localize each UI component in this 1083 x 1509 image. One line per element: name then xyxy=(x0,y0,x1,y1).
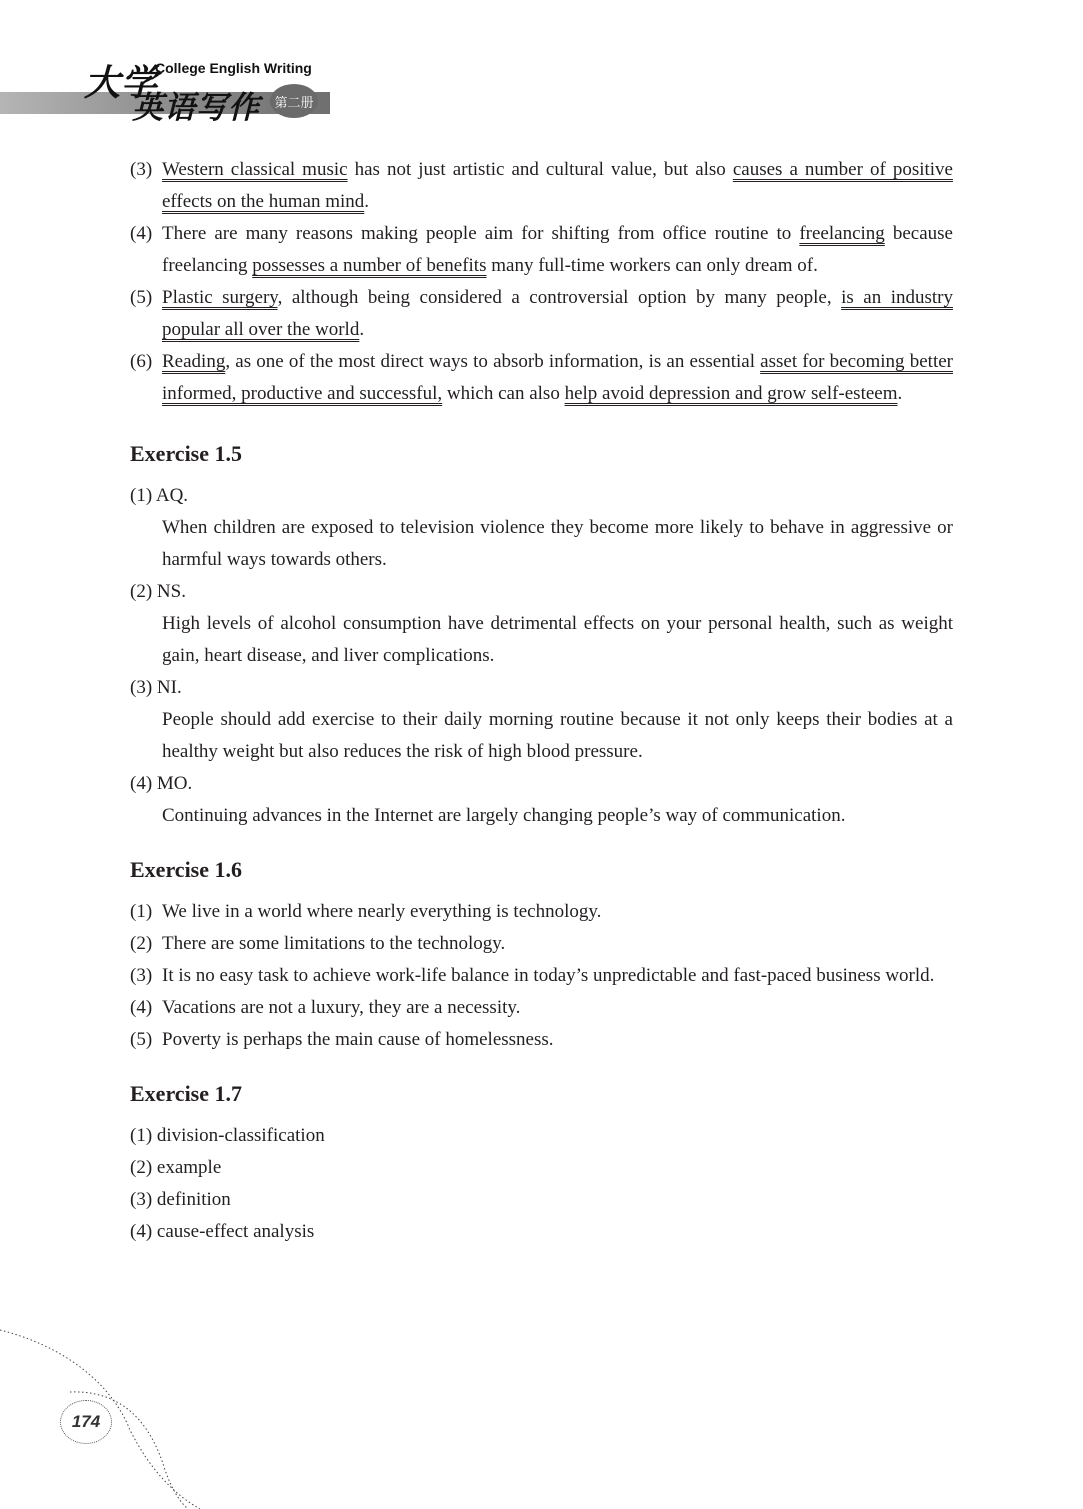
underlined-phrase: help avoid depression and grow self-esteem xyxy=(564,383,898,404)
item-number: (3) xyxy=(130,159,153,180)
item-number: (5) xyxy=(130,287,153,308)
text-segment: , although being considered a controversial option by many people, xyxy=(277,287,842,308)
text-segment: which can also xyxy=(442,383,565,404)
list-item xyxy=(130,282,953,346)
list-item xyxy=(130,346,953,410)
text-segment: There are many reasons making people aim for shifting from office routine to xyxy=(162,223,800,244)
list-item: (4) cause-effect analysis xyxy=(130,1221,315,1242)
exercise-1-4-list xyxy=(130,154,953,410)
exercise-1-5-list xyxy=(130,480,953,832)
answer-label: (4) MO. xyxy=(130,773,193,794)
item-number: (5) xyxy=(130,1029,153,1050)
underlined-phrase: causes a number of positive effects on the human mind xyxy=(162,159,953,212)
answer-text: Continuing advances in the Internet are largely changing people’s way of communication. xyxy=(162,805,846,826)
answer-text: High levels of alcohol consumption have detrimental effects on your personal health, such as weight gain, heart disease, and liver complications. xyxy=(162,613,953,666)
list-item xyxy=(130,928,953,960)
book-title-en: College English Writing xyxy=(155,60,312,76)
exercise-1-5-heading: Exercise 1.5 xyxy=(130,441,243,466)
answer-text: When children are exposed to television violence they become more likely to behave in aggressive or harmful ways towards others. xyxy=(162,517,953,570)
text-segment: , as one of the most direct ways to absorb information, is an essential xyxy=(225,351,761,372)
underlined-phrase: Reading xyxy=(162,351,226,372)
text-segment: because freelancing xyxy=(162,223,953,276)
list-item xyxy=(130,896,953,928)
text-segment: has not just artistic and cultural value, but also xyxy=(347,159,733,180)
item-number: (3) xyxy=(130,965,153,986)
exercise-1-7-heading: Exercise 1.7 xyxy=(130,1081,243,1106)
item-text xyxy=(162,218,953,282)
volume-badge: 第二册 xyxy=(270,84,318,118)
item-number: (2) xyxy=(130,933,153,954)
item-number: (6) xyxy=(130,351,153,372)
list-item xyxy=(130,576,953,672)
underlined-phrase: freelancing xyxy=(799,223,885,244)
book-title-cn-line1: 大学 xyxy=(84,62,159,104)
list-item xyxy=(130,218,953,282)
book-title-cn-line2: 英语写作 xyxy=(132,90,260,126)
item-text xyxy=(162,282,953,346)
answer-text: People should add exercise to their daily morning routine because it not only keeps their bodies at a healthy weight but also reduces the risk of high blood pressure. xyxy=(162,709,953,762)
answer-label: (2) NS. xyxy=(130,581,186,602)
item-number: (4) xyxy=(130,997,153,1018)
page-number: 174 xyxy=(60,1400,112,1444)
underlined-phrase: is an industry popular all over the world xyxy=(162,287,953,340)
answer-label: (3) NI. xyxy=(130,677,182,698)
underlined-phrase: asset for becoming better informed, productive and successful, xyxy=(162,351,953,404)
item-text: We live in a world where nearly everything is technology. xyxy=(162,901,602,922)
underlined-phrase: Western classical music xyxy=(162,159,348,180)
item-number: (4) xyxy=(130,223,153,244)
item-number: (1) xyxy=(130,901,153,922)
page-content xyxy=(130,154,953,1248)
list-item xyxy=(130,768,953,832)
list-item: (3) definition xyxy=(130,1189,231,1210)
list-item xyxy=(130,480,953,576)
item-text: Poverty is perhaps the main cause of homelessness. xyxy=(162,1029,554,1050)
underlined-phrase: Plastic surgery xyxy=(162,287,278,308)
list-item xyxy=(130,960,953,992)
list-item xyxy=(130,1024,953,1056)
list-item: (1) division-classification xyxy=(130,1125,325,1146)
underlined-phrase: possesses a number of benefits xyxy=(252,255,487,276)
item-text xyxy=(162,346,953,410)
item-text: Vacations are not a luxury, they are a necessity. xyxy=(162,997,521,1018)
text-segment: . xyxy=(364,191,370,212)
item-text: It is no easy task to achieve work-life balance in today’s unpredictable and fast-paced business world. xyxy=(162,965,935,986)
exercise-1-6-heading: Exercise 1.6 xyxy=(130,857,243,882)
text-segment: many full-time workers can only dream of. xyxy=(486,255,818,276)
item-text xyxy=(162,154,953,218)
list-item xyxy=(130,154,953,218)
item-text: There are some limitations to the technology. xyxy=(162,933,506,954)
text-segment: . xyxy=(897,383,903,404)
text-segment: . xyxy=(359,319,365,340)
exercise-1-6-list xyxy=(130,896,953,1056)
list-item xyxy=(130,992,953,1024)
answer-label: (1) AQ. xyxy=(130,485,189,506)
list-item: (2) example xyxy=(130,1157,222,1178)
exercise-1-7-list xyxy=(130,1120,953,1248)
decorative-dotted-curve xyxy=(0,1320,240,1509)
list-item xyxy=(130,672,953,768)
